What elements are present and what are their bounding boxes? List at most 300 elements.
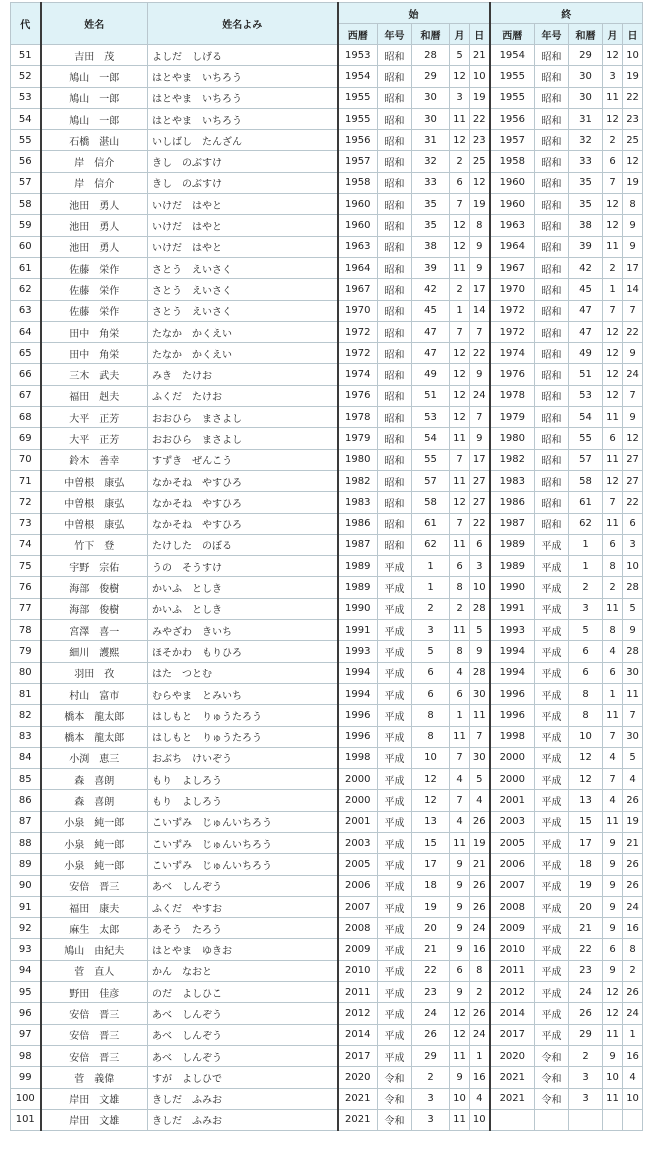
cell-start-wareki: 30 <box>412 87 450 108</box>
cell-end-month: 9 <box>603 960 623 981</box>
cell-end-seireki: 1982 <box>490 449 535 470</box>
cell-end-day: 16 <box>623 918 643 939</box>
cell-start-wareki: 10 <box>412 747 450 768</box>
table-row <box>11 747 643 768</box>
cell-start-month: 9 <box>450 918 470 939</box>
cell-start-month: 1 <box>450 705 470 726</box>
cell-end-month: 12 <box>603 343 623 364</box>
cell-start-seireki: 1998 <box>338 747 378 768</box>
cell-end-nengo: 令和 <box>535 1067 569 1088</box>
cell-start-wareki: 29 <box>412 1045 450 1066</box>
cell-start-nengo: 平成 <box>378 683 412 704</box>
cell-end-day: 12 <box>623 428 643 449</box>
cell-end-day: 12 <box>623 151 643 172</box>
cell-end-wareki: 62 <box>569 513 603 534</box>
cell-yomi: さとう えいさく <box>148 257 338 278</box>
cell-name: 佐藤 栄作 <box>41 257 148 278</box>
cell-start-day: 12 <box>470 172 490 193</box>
cell-end-month: 8 <box>603 620 623 641</box>
cell-start-month: 11 <box>450 470 470 491</box>
cell-end-day: 14 <box>623 279 643 300</box>
cell-start-day: 24 <box>470 918 490 939</box>
cell-start-seireki: 2012 <box>338 1003 378 1024</box>
header-yomi: 姓名よみ <box>148 3 338 45</box>
table-row <box>11 598 643 619</box>
cell-name: 竹下 登 <box>41 534 148 555</box>
cell-end-wareki: 21 <box>569 918 603 939</box>
cell-start-day: 28 <box>470 598 490 619</box>
cell-start-nengo: 昭和 <box>378 108 412 129</box>
cell-end-day: 7 <box>623 705 643 726</box>
cell-end-wareki: 26 <box>569 1003 603 1024</box>
cell-start-seireki: 1987 <box>338 534 378 555</box>
cell-yomi: みやざわ きいち <box>148 620 338 641</box>
cell-dai: 56 <box>11 151 41 172</box>
table-row <box>11 364 643 385</box>
cell-yomi: たなか かくえい <box>148 321 338 342</box>
cell-dai: 84 <box>11 747 41 768</box>
cell-start-seireki: 2008 <box>338 918 378 939</box>
cell-name: 福田 赳夫 <box>41 385 148 406</box>
table-row <box>11 257 643 278</box>
cell-start-month: 7 <box>450 321 470 342</box>
header-end-nengo: 年号 <box>535 24 569 45</box>
cell-start-seireki: 1990 <box>338 598 378 619</box>
cell-dai: 88 <box>11 832 41 853</box>
cell-end-wareki: 17 <box>569 832 603 853</box>
cell-end-nengo: 平成 <box>535 598 569 619</box>
cell-start-nengo: 平成 <box>378 620 412 641</box>
cell-start-day: 24 <box>470 385 490 406</box>
cell-name: 大平 正芳 <box>41 428 148 449</box>
cell-yomi: たなか かくえい <box>148 343 338 364</box>
cell-name: 中曽根 康弘 <box>41 492 148 513</box>
cell-end-month: 11 <box>603 87 623 108</box>
cell-end-wareki: 49 <box>569 343 603 364</box>
cell-end-day: 9 <box>623 215 643 236</box>
cell-yomi: こいずみ じゅんいちろう <box>148 854 338 875</box>
cell-start-day: 1 <box>470 1045 490 1066</box>
table-row <box>11 130 643 151</box>
cell-end-wareki: 3 <box>569 598 603 619</box>
cell-start-nengo: 平成 <box>378 747 412 768</box>
cell-start-month: 5 <box>450 45 470 66</box>
cell-end-day: 9 <box>623 343 643 364</box>
table-row <box>11 1067 643 1088</box>
cell-start-month: 11 <box>450 620 470 641</box>
cell-yomi: かいふ としき <box>148 577 338 598</box>
cell-end-wareki: 6 <box>569 662 603 683</box>
cell-yomi: すずき ぜんこう <box>148 449 338 470</box>
cell-end-day: 26 <box>623 875 643 896</box>
cell-start-nengo: 昭和 <box>378 407 412 428</box>
cell-end-seireki: 1970 <box>490 279 535 300</box>
cell-start-nengo: 平成 <box>378 918 412 939</box>
cell-end-nengo: 令和 <box>535 1088 569 1109</box>
cell-start-day: 26 <box>470 896 490 917</box>
cell-end-month: 11 <box>603 1088 623 1109</box>
cell-start-month: 11 <box>450 534 470 555</box>
table-row <box>11 87 643 108</box>
cell-start-day: 5 <box>470 769 490 790</box>
cell-start-nengo: 平成 <box>378 875 412 896</box>
cell-end-month: 11 <box>603 705 623 726</box>
table-row <box>11 343 643 364</box>
cell-end-nengo: 昭和 <box>535 279 569 300</box>
cell-end-month: 11 <box>603 407 623 428</box>
cell-end-day: 25 <box>623 130 643 151</box>
cell-end-month: 1 <box>603 683 623 704</box>
header-dai: 代 <box>11 3 41 45</box>
cell-start-nengo: 昭和 <box>378 236 412 257</box>
table-row <box>11 300 643 321</box>
cell-end-day: 5 <box>623 598 643 619</box>
cell-end-wareki <box>569 1109 603 1130</box>
cell-dai: 98 <box>11 1045 41 1066</box>
cell-end-day: 2 <box>623 960 643 981</box>
cell-start-nengo: 昭和 <box>378 130 412 151</box>
cell-name: 小泉 純一郎 <box>41 832 148 853</box>
cell-end-nengo: 昭和 <box>535 257 569 278</box>
cell-name: 岸田 文雄 <box>41 1088 148 1109</box>
cell-start-seireki: 2005 <box>338 854 378 875</box>
cell-start-day: 7 <box>470 321 490 342</box>
cell-start-wareki: 6 <box>412 683 450 704</box>
cell-end-day: 26 <box>623 790 643 811</box>
cell-name: 小泉 純一郎 <box>41 811 148 832</box>
cell-end-nengo: 平成 <box>535 534 569 555</box>
cell-yomi: はとやま いちろう <box>148 66 338 87</box>
cell-end-day: 4 <box>623 1067 643 1088</box>
table-row <box>11 492 643 513</box>
cell-start-seireki: 1979 <box>338 428 378 449</box>
table-row <box>11 428 643 449</box>
cell-start-month: 11 <box>450 832 470 853</box>
cell-end-nengo: 昭和 <box>535 492 569 513</box>
cell-end-month: 3 <box>603 66 623 87</box>
cell-end-wareki: 12 <box>569 747 603 768</box>
cell-end-nengo: 平成 <box>535 1003 569 1024</box>
cell-end-day: 19 <box>623 172 643 193</box>
cell-start-month: 8 <box>450 577 470 598</box>
cell-yomi: はた つとむ <box>148 662 338 683</box>
cell-end-month: 4 <box>603 790 623 811</box>
cell-name: 鳩山 一郎 <box>41 66 148 87</box>
cell-end-seireki: 2001 <box>490 790 535 811</box>
cell-start-wareki: 3 <box>412 1109 450 1130</box>
cell-start-month: 12 <box>450 492 470 513</box>
cell-name: 鈴木 善幸 <box>41 449 148 470</box>
cell-start-wareki: 33 <box>412 172 450 193</box>
cell-start-wareki: 35 <box>412 194 450 215</box>
cell-end-wareki: 8 <box>569 683 603 704</box>
cell-end-month: 9 <box>603 875 623 896</box>
cell-start-month: 12 <box>450 1003 470 1024</box>
cell-start-seireki: 1955 <box>338 87 378 108</box>
cell-start-nengo: 令和 <box>378 1067 412 1088</box>
cell-start-seireki: 1954 <box>338 66 378 87</box>
cell-dai: 92 <box>11 918 41 939</box>
cell-end-wareki: 24 <box>569 982 603 1003</box>
cell-start-nengo: 昭和 <box>378 321 412 342</box>
cell-name: 鳩山 由紀夫 <box>41 939 148 960</box>
cell-end-nengo: 昭和 <box>535 513 569 534</box>
cell-end-month: 4 <box>603 641 623 662</box>
cell-end-month: 12 <box>603 321 623 342</box>
cell-start-month: 4 <box>450 769 470 790</box>
cell-end-wareki: 23 <box>569 960 603 981</box>
cell-end-seireki: 1994 <box>490 662 535 683</box>
cell-dai: 62 <box>11 279 41 300</box>
cell-end-nengo: 昭和 <box>535 364 569 385</box>
table-row <box>11 854 643 875</box>
cell-dai: 90 <box>11 875 41 896</box>
cell-end-day: 9 <box>623 407 643 428</box>
cell-start-wareki: 23 <box>412 982 450 1003</box>
cell-start-seireki: 1960 <box>338 194 378 215</box>
cell-start-month: 11 <box>450 108 470 129</box>
cell-start-nengo: 平成 <box>378 960 412 981</box>
cell-end-day: 3 <box>623 534 643 555</box>
cell-end-day: 1 <box>623 1024 643 1045</box>
cell-end-seireki: 1990 <box>490 577 535 598</box>
cell-end-month: 11 <box>603 236 623 257</box>
cell-start-nengo: 昭和 <box>378 257 412 278</box>
cell-name: 岸 信介 <box>41 151 148 172</box>
cell-dai: 85 <box>11 769 41 790</box>
cell-yomi: はとやま ゆきお <box>148 939 338 960</box>
cell-end-day: 22 <box>623 321 643 342</box>
table-row <box>11 726 643 747</box>
cell-end-month: 11 <box>603 1024 623 1045</box>
cell-end-nengo: 平成 <box>535 854 569 875</box>
cell-start-nengo: 昭和 <box>378 385 412 406</box>
cell-start-nengo: 昭和 <box>378 151 412 172</box>
table-row <box>11 321 643 342</box>
cell-start-month: 1 <box>450 300 470 321</box>
cell-start-month: 11 <box>450 257 470 278</box>
cell-name: 麻生 太郎 <box>41 918 148 939</box>
cell-start-seireki: 1993 <box>338 641 378 662</box>
cell-start-day: 26 <box>470 875 490 896</box>
table-row <box>11 279 643 300</box>
cell-start-day: 21 <box>470 854 490 875</box>
cell-end-seireki: 1954 <box>490 45 535 66</box>
cell-start-nengo: 平成 <box>378 790 412 811</box>
cell-start-month: 9 <box>450 982 470 1003</box>
cell-yomi: あべ しんぞう <box>148 1003 338 1024</box>
cell-start-wareki: 12 <box>412 769 450 790</box>
cell-start-seireki: 1972 <box>338 321 378 342</box>
cell-start-seireki: 1986 <box>338 513 378 534</box>
cell-end-nengo: 平成 <box>535 556 569 577</box>
cell-end-seireki: 1972 <box>490 321 535 342</box>
cell-yomi: はとやま いちろう <box>148 87 338 108</box>
cell-start-seireki: 1989 <box>338 577 378 598</box>
cell-start-seireki: 2020 <box>338 1067 378 1088</box>
cell-start-seireki: 2021 <box>338 1109 378 1130</box>
header-name: 姓名 <box>41 3 148 45</box>
cell-start-month: 7 <box>450 449 470 470</box>
cell-end-month: 12 <box>603 45 623 66</box>
cell-dai: 78 <box>11 620 41 641</box>
cell-yomi: よしだ しげる <box>148 45 338 66</box>
cell-start-seireki: 1994 <box>338 662 378 683</box>
cell-end-wareki: 47 <box>569 300 603 321</box>
cell-end-seireki: 2005 <box>490 832 535 853</box>
cell-start-month: 4 <box>450 662 470 683</box>
cell-start-wareki: 32 <box>412 151 450 172</box>
cell-end-seireki: 2021 <box>490 1088 535 1109</box>
cell-name: 菅 義偉 <box>41 1067 148 1088</box>
cell-end-seireki: 2021 <box>490 1067 535 1088</box>
cell-name: 三木 武夫 <box>41 364 148 385</box>
cell-start-wareki: 55 <box>412 449 450 470</box>
cell-name: 岸田 文雄 <box>41 1109 148 1130</box>
header-start-seireki: 西暦 <box>338 24 378 45</box>
cell-start-seireki: 1989 <box>338 556 378 577</box>
cell-start-month: 7 <box>450 513 470 534</box>
cell-dai: 54 <box>11 108 41 129</box>
cell-start-day: 27 <box>470 492 490 513</box>
cell-end-day: 28 <box>623 641 643 662</box>
table-row <box>11 407 643 428</box>
cell-start-wareki: 20 <box>412 918 450 939</box>
cell-start-wareki: 28 <box>412 45 450 66</box>
cell-end-wareki: 47 <box>569 321 603 342</box>
cell-end-nengo: 昭和 <box>535 236 569 257</box>
cell-end-day: 19 <box>623 66 643 87</box>
table-row <box>11 172 643 193</box>
cell-start-day: 19 <box>470 832 490 853</box>
table-row <box>11 151 643 172</box>
cell-start-day: 17 <box>470 279 490 300</box>
cell-start-nengo: 平成 <box>378 705 412 726</box>
cell-start-seireki: 1955 <box>338 108 378 129</box>
header-end-wareki: 和暦 <box>569 24 603 45</box>
cell-end-seireki: 1967 <box>490 257 535 278</box>
cell-dai: 80 <box>11 662 41 683</box>
cell-start-seireki: 2011 <box>338 982 378 1003</box>
cell-name: 橋本 龍太郎 <box>41 726 148 747</box>
cell-start-month: 12 <box>450 364 470 385</box>
cell-start-nengo: 平成 <box>378 939 412 960</box>
cell-dai: 94 <box>11 960 41 981</box>
cell-start-wareki: 42 <box>412 279 450 300</box>
cell-start-month: 9 <box>450 896 470 917</box>
cell-yomi: もり よしろう <box>148 790 338 811</box>
cell-dai: 63 <box>11 300 41 321</box>
cell-name: 野田 佳彦 <box>41 982 148 1003</box>
cell-yomi: こいずみ じゅんいちろう <box>148 832 338 853</box>
cell-dai: 87 <box>11 811 41 832</box>
cell-start-nengo: 平成 <box>378 1003 412 1024</box>
cell-start-day: 27 <box>470 470 490 491</box>
cell-end-day: 28 <box>623 577 643 598</box>
cell-start-month: 6 <box>450 172 470 193</box>
cell-start-day: 5 <box>470 620 490 641</box>
cell-name: 田中 角栄 <box>41 343 148 364</box>
cell-end-wareki: 1 <box>569 534 603 555</box>
cell-end-month: 11 <box>603 811 623 832</box>
cell-end-seireki: 1955 <box>490 87 535 108</box>
cell-dai: 76 <box>11 577 41 598</box>
cell-start-month: 6 <box>450 683 470 704</box>
cell-end-seireki: 2017 <box>490 1024 535 1045</box>
cell-end-day: 26 <box>623 854 643 875</box>
cell-yomi: はとやま いちろう <box>148 108 338 129</box>
cell-end-month: 9 <box>603 1045 623 1066</box>
table-row <box>11 1003 643 1024</box>
cell-start-wareki: 62 <box>412 534 450 555</box>
table-row <box>11 875 643 896</box>
cell-end-seireki: 1974 <box>490 343 535 364</box>
cell-yomi: みき たけお <box>148 364 338 385</box>
cell-start-month: 9 <box>450 939 470 960</box>
table-row <box>11 811 643 832</box>
cell-end-day: 5 <box>623 747 643 768</box>
cell-start-day: 17 <box>470 449 490 470</box>
cell-name: 安倍 晋三 <box>41 1045 148 1066</box>
cell-end-seireki: 1989 <box>490 534 535 555</box>
cell-end-seireki: 1976 <box>490 364 535 385</box>
cell-end-nengo: 昭和 <box>535 45 569 66</box>
cell-end-month: 9 <box>603 854 623 875</box>
cell-name: 佐藤 栄作 <box>41 279 148 300</box>
cell-start-seireki: 2014 <box>338 1024 378 1045</box>
cell-dai: 67 <box>11 385 41 406</box>
cell-start-seireki: 1956 <box>338 130 378 151</box>
cell-start-wareki: 2 <box>412 1067 450 1088</box>
cell-yomi: かいふ としき <box>148 598 338 619</box>
cell-end-month: 12 <box>603 194 623 215</box>
cell-end-nengo: 昭和 <box>535 321 569 342</box>
cell-start-seireki: 2007 <box>338 896 378 917</box>
cell-end-nengo: 平成 <box>535 769 569 790</box>
cell-start-nengo: 昭和 <box>378 45 412 66</box>
cell-start-month: 11 <box>450 428 470 449</box>
cell-start-seireki: 1994 <box>338 683 378 704</box>
cell-end-month: 11 <box>603 598 623 619</box>
table-row <box>11 236 643 257</box>
table-body <box>11 45 643 1131</box>
cell-dai: 89 <box>11 854 41 875</box>
cell-end-nengo: 昭和 <box>535 151 569 172</box>
cell-end-month: 6 <box>603 662 623 683</box>
cell-start-wareki: 29 <box>412 66 450 87</box>
cell-end-nengo: 昭和 <box>535 87 569 108</box>
cell-start-seireki: 1963 <box>338 236 378 257</box>
table-row <box>11 449 643 470</box>
cell-start-wareki: 17 <box>412 854 450 875</box>
cell-end-day: 10 <box>623 556 643 577</box>
cell-start-month: 12 <box>450 236 470 257</box>
cell-yomi: おぶち けいぞう <box>148 747 338 768</box>
cell-start-seireki: 1978 <box>338 407 378 428</box>
cell-start-wareki: 18 <box>412 875 450 896</box>
table-row <box>11 705 643 726</box>
cell-start-day: 16 <box>470 939 490 960</box>
cell-end-nengo: 平成 <box>535 832 569 853</box>
cell-start-nengo: 昭和 <box>378 513 412 534</box>
table-row <box>11 1045 643 1066</box>
cell-end-wareki: 12 <box>569 769 603 790</box>
cell-yomi: なかそね やすひろ <box>148 513 338 534</box>
cell-start-nengo: 昭和 <box>378 215 412 236</box>
cell-end-seireki: 1986 <box>490 492 535 513</box>
cell-start-month: 6 <box>450 556 470 577</box>
cell-start-day: 28 <box>470 662 490 683</box>
